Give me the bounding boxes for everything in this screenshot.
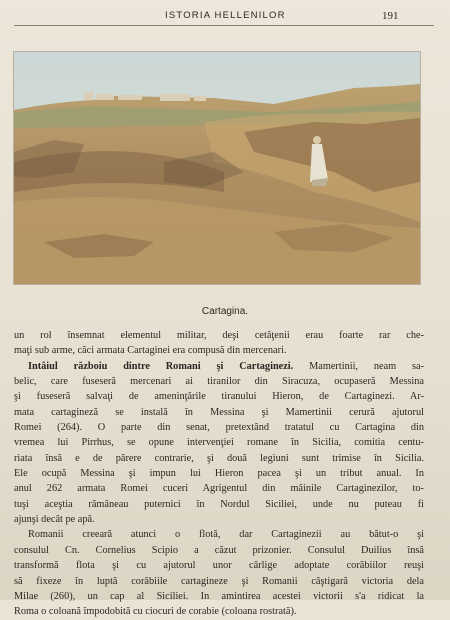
section-heading: Intâiul războiu dintre Romani şi Cartaginezi.: [28, 360, 294, 372]
text-line: belic, care fuseseră mercenari ai tiranilor din Siracuza, ocupaseră Messina: [14, 376, 424, 388]
body-text: [14, 328, 424, 620]
text-line: anul 262 armata Romei cuceri Agrigentul din mâinile Cartaginezilor, to-: [14, 483, 424, 495]
text-line: Roma o coloană împodobită cu ciocuri de corabie (coloana rostrată).: [14, 606, 297, 618]
carthage-photograph: [14, 52, 420, 284]
text-line: Ele ocupă Messina şi impun lui Hieron pacea şi un tribut anual. In: [14, 468, 424, 480]
text-line: consulul Cn. Cornelius Scipio a căzut prizonier. Consulul Duilius însă: [14, 544, 424, 556]
figure-caption: Cartagina.: [201, 306, 249, 317]
text-line: Milae (260), un cap al Siciliei. In amintirea acestei victorii s'a ridicat la: [14, 590, 424, 602]
text-line: transformă flota şi cu ajutorul unor cârlige adoptate corăbiilor reuşi: [14, 560, 424, 572]
text-line: Romei (264). O parte din senat, pretextând tratatul cu Cartagina din: [14, 422, 424, 434]
text-line: ajunşi decât pe apă.: [14, 514, 95, 526]
text-line: riata însă e de părere contrarie, şi două legiuni sunt trimise în Sicilia.: [14, 452, 424, 464]
text-line: Romanii creeară atunci o flotă, dar Cartaginezii au bătut-o şi: [28, 529, 424, 541]
text-line: [14, 359, 424, 374]
text-line: şi fuseseră salvaţi de ameninţările tiranului Hieron, de Cartaginezi. Ar-: [14, 391, 424, 403]
text-line: mata cartagineză se instală în Messina şi Mamertinii cerură ajutorul: [14, 406, 424, 418]
text-line: maţi sub arme, căci armata Cartaginei era compusă din mercenari.: [14, 345, 287, 357]
text-fragment: Mamertinii, neam sa-: [309, 360, 424, 372]
text-line: să fixeze în luptă corăbiile cartagineze şi Romanii câştigară victoria dela: [14, 575, 424, 587]
text-line: vremea lui Pirrhus, se opune intervenţiei romane în Sicilia, comitia centu-: [14, 437, 424, 449]
page-header: [0, 10, 450, 26]
header-rule: [14, 25, 434, 26]
text-line: tuşi aceştia rămâneau puternici în Nordul Siciliei, unde nu puteau fi: [14, 498, 424, 510]
text-line: un rol însemnat elementul militar, deşi cetăţenii erau foarte rar che-: [14, 330, 424, 341]
page-number: 191: [382, 10, 399, 22]
running-title: ISTORIA HELLENILOR: [165, 10, 286, 21]
